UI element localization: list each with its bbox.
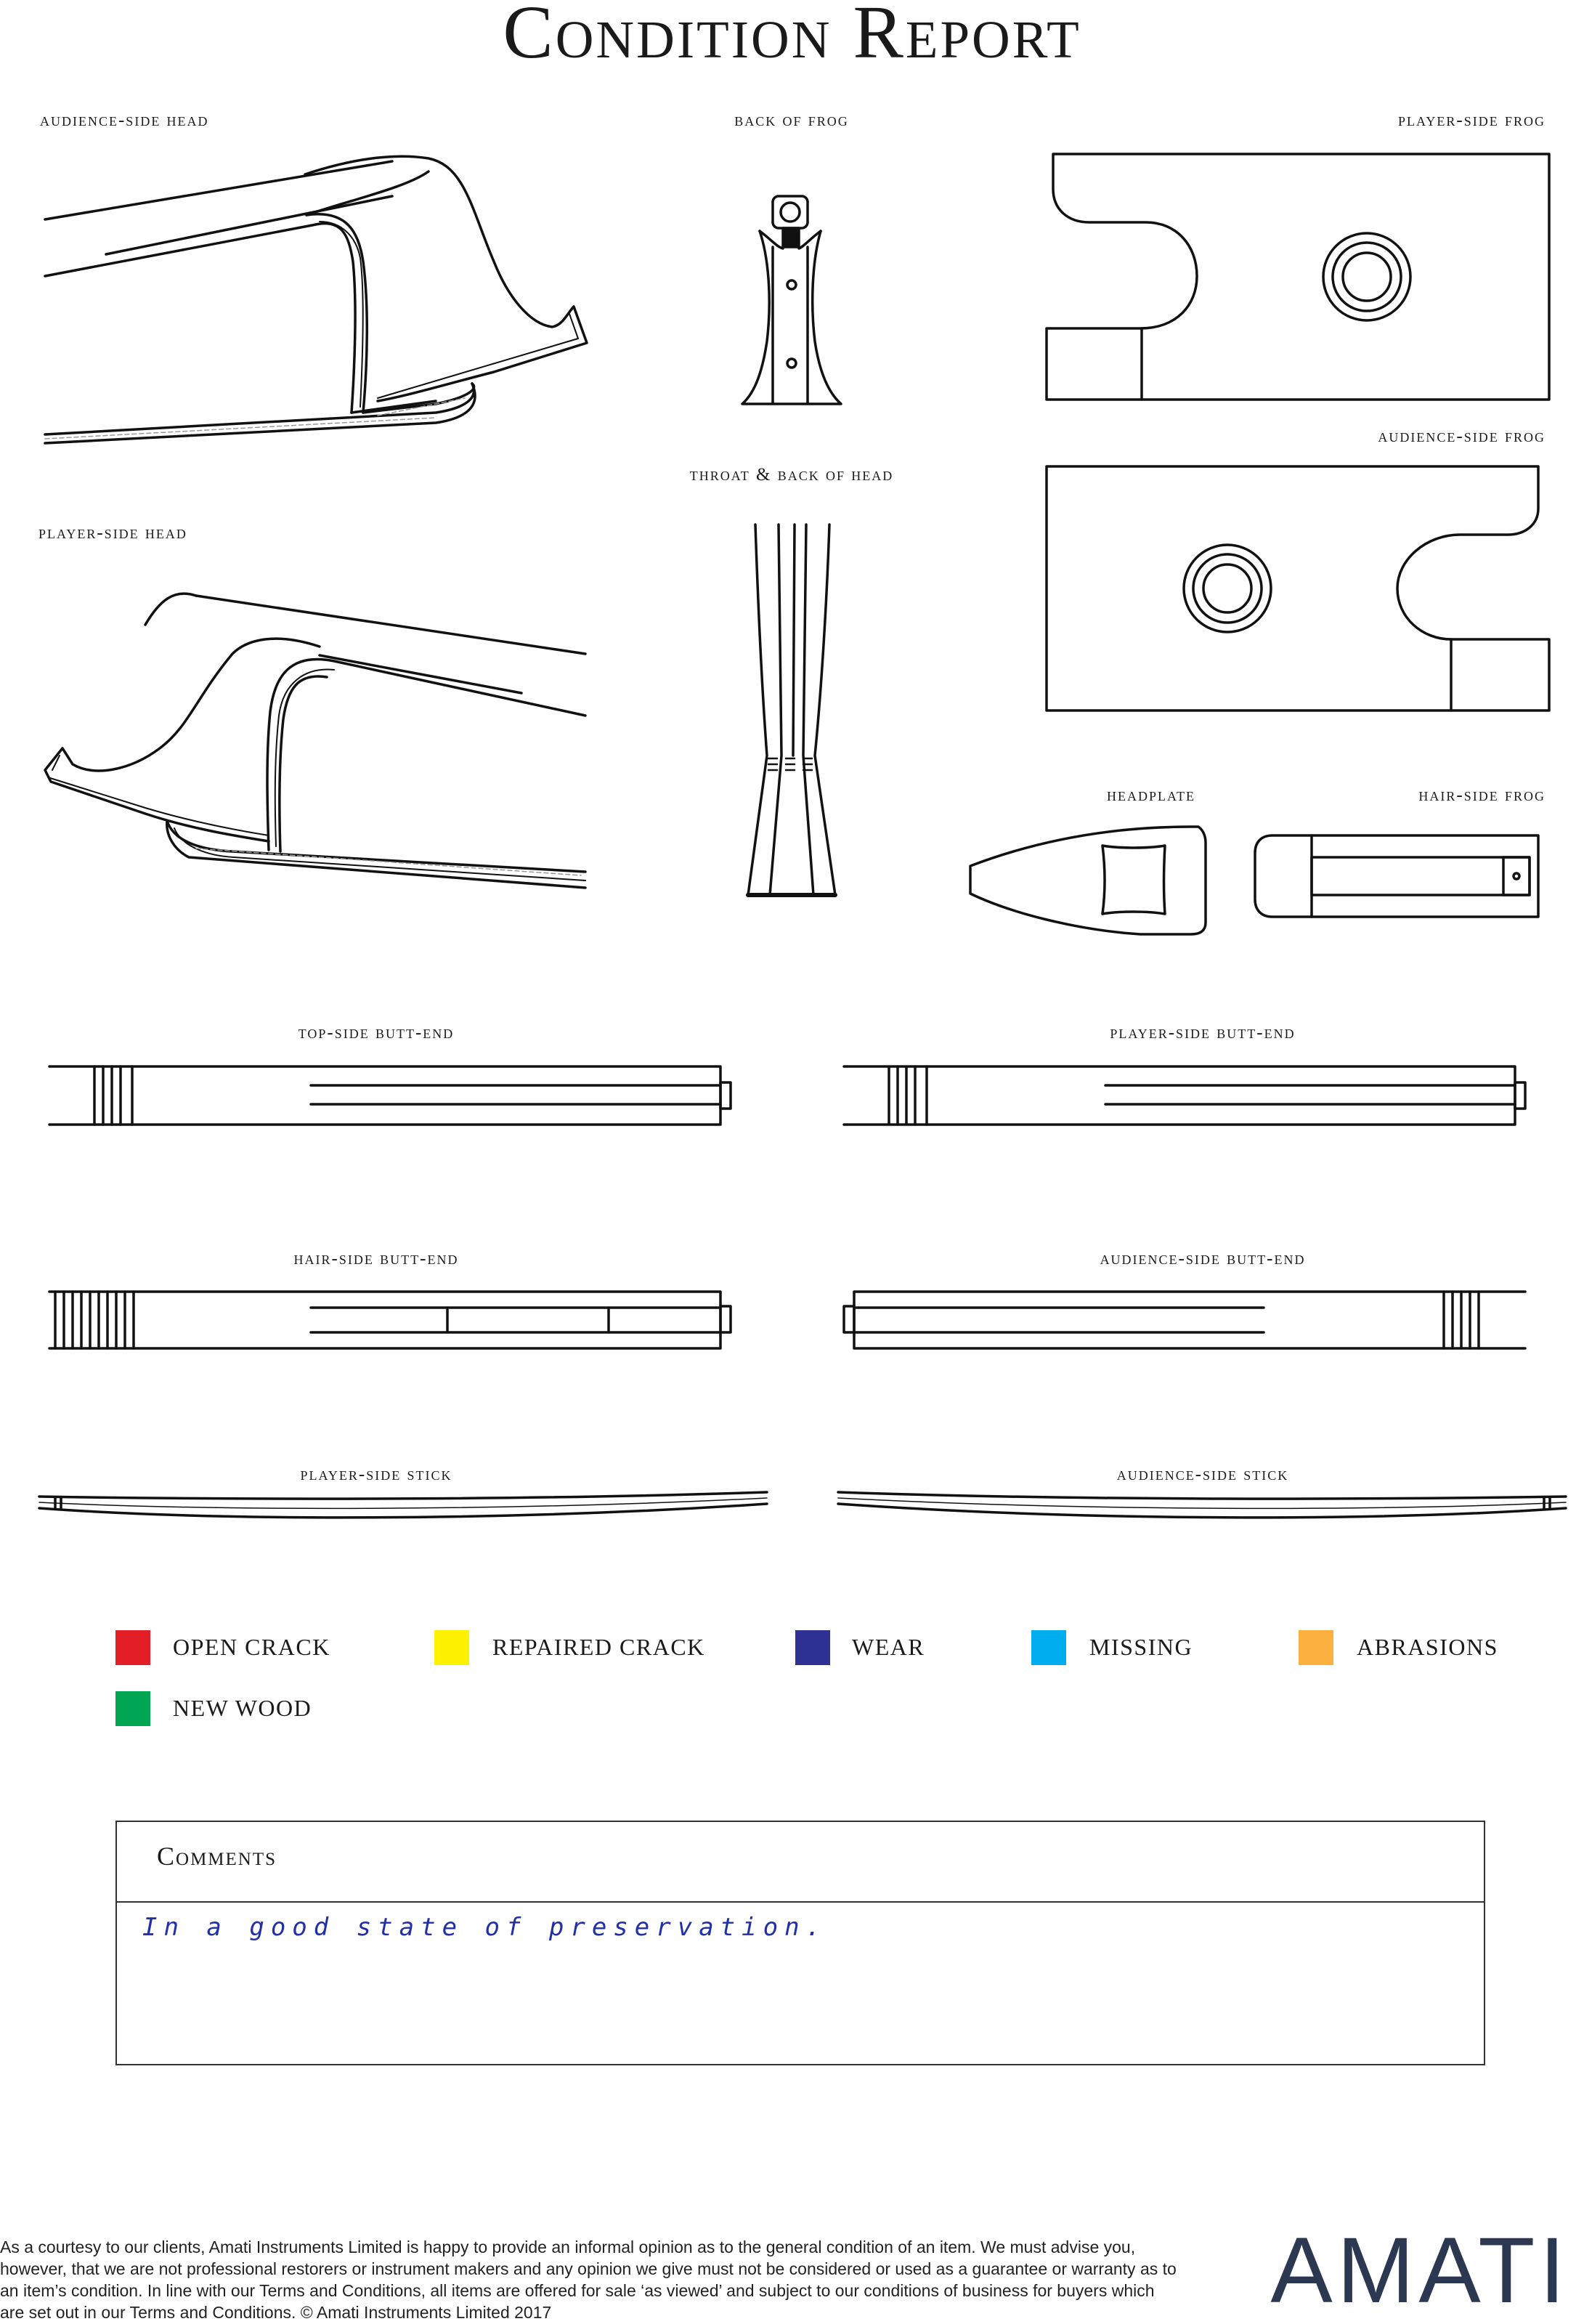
player-side-head-drawing (45, 594, 585, 888)
label-player-side-frog: player-side frog (1398, 110, 1546, 130)
audience-side-head-drawing (45, 156, 587, 443)
label-player-side-stick: player-side stick (300, 1465, 452, 1484)
label-top-side-butt-end: top-side butt-end (298, 1023, 455, 1042)
comments-title: Comments (157, 1842, 277, 1871)
label-headplate: headplate (1107, 785, 1195, 805)
legend-swatch-abrasions (1299, 1630, 1333, 1665)
legend-label-wear: WEAR (852, 1634, 925, 1660)
legend-swatch-open-crack (115, 1630, 150, 1665)
amati-logo: AMATI (1270, 2219, 1569, 2323)
page-title: Condition Report (503, 0, 1081, 74)
player-side-frog-drawing (1047, 154, 1549, 400)
legend-label-missing: MISSING (1089, 1634, 1193, 1660)
label-back-of-frog: back of frog (734, 110, 849, 130)
comments-box (115, 1821, 1485, 2065)
legend-label-open-crack: OPEN CRACK (173, 1634, 330, 1660)
hair-side-frog-drawing (1255, 835, 1538, 917)
legend-swatch-missing (1031, 1630, 1066, 1665)
throat-back-of-head-drawing (748, 525, 835, 895)
comments-header (117, 1822, 1484, 1903)
label-audience-side-frog: audience-side frog (1378, 426, 1546, 446)
label-audience-side-stick: audience-side stick (1116, 1465, 1289, 1484)
label-audience-side-head: audience-side head (40, 110, 209, 130)
legend-label-new-wood: NEW WOOD (173, 1695, 312, 1721)
player-side-stick-drawing (39, 1492, 767, 1518)
legend-swatch-repaired-crack (434, 1630, 469, 1665)
legend-swatch-wear (795, 1630, 830, 1665)
top-side-butt-end-drawing (49, 1066, 731, 1125)
legend-label-abrasions: ABRASIONS (1357, 1634, 1498, 1660)
hair-side-butt-end-drawing (49, 1292, 731, 1348)
label-player-side-butt-end: player-side butt-end (1110, 1023, 1296, 1042)
legend-label-repaired-crack: REPAIRED CRACK (492, 1634, 705, 1660)
legend-swatch-new-wood (115, 1691, 150, 1726)
comments-text: In a good state of preservation. (142, 1913, 828, 1942)
label-audience-side-butt-end: audience-side butt-end (1100, 1249, 1306, 1268)
label-hair-side-butt-end: hair-side butt-end (293, 1249, 459, 1268)
headplate-drawing (970, 827, 1206, 934)
label-throat-back-of-head: throat & back of head (689, 465, 894, 485)
player-side-butt-end-drawing (844, 1066, 1525, 1125)
label-player-side-head: player-side head (38, 523, 187, 543)
label-hair-side-frog: hair-side frog (1418, 785, 1546, 805)
audience-side-butt-end-drawing (844, 1292, 1525, 1348)
back-of-frog-drawing (742, 196, 841, 404)
disclaimer-text: As a courtesy to our clients, Amati Instruments Limited is happy to provide an informal opinion as to the general condition of an item. We must advise you, however, that we are not professional restorers or instrument makers and any opinion we give must not be considered or used as a guarantee or warranty as to an item’s condition. In line with our Terms and Conditions, all items are offered for sale ‘as viewed’ and subject to our conditions of business for buyers which are set out in our Terms and Conditions. © Amati Instruments Limited 2017 (0, 2238, 1177, 2322)
audience-side-frog-drawing (1047, 466, 1549, 710)
audience-side-stick-drawing (838, 1492, 1566, 1518)
